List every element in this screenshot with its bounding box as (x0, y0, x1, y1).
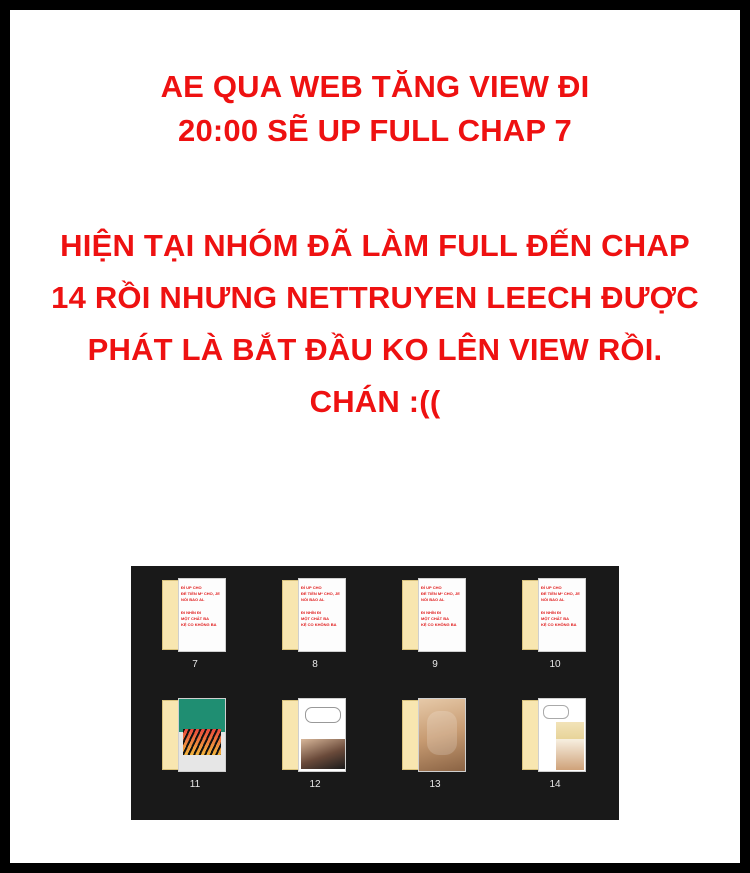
preview-line-2: ĐỂ TIỀN M* CHO, JE (301, 591, 340, 596)
announcement-line-3: HIỆN TẠI NHÓM ĐÃ LÀM FULL ĐẾN CHAP (60, 228, 690, 263)
page-preview (178, 578, 226, 652)
page-preview (538, 578, 586, 652)
preview-line-5: MỘT CHẤT BA (421, 616, 449, 621)
preview-text (181, 585, 223, 628)
file-item[interactable] (255, 574, 375, 694)
announcement-top (10, 10, 740, 153)
file-item[interactable] (135, 694, 255, 814)
announcement-line-5: PHÁT LÀ BẮT ĐẦU KO LÊN VIEW RỒI. (87, 332, 663, 367)
preview-line-1: ĐÍ UP CHO (421, 585, 442, 590)
file-thumbnail[interactable] (162, 578, 228, 652)
panel-artwork (299, 699, 345, 771)
preview-line-6: KỆ CO KHÔNG BA (301, 622, 337, 627)
file-thumbnail[interactable] (522, 578, 588, 652)
file-label: 9 (432, 659, 438, 670)
file-thumbnail[interactable] (162, 698, 228, 772)
page-preview (178, 698, 226, 772)
file-browser-panel (131, 566, 619, 820)
preview-line-4: ĐI NHÍN ĐI (541, 610, 561, 615)
preview-text (421, 585, 463, 628)
preview-line-3: NÓI BAO AL (301, 597, 325, 602)
preview-line-3: NÓI BAO AL (181, 597, 205, 602)
file-thumbnail[interactable] (282, 578, 348, 652)
announcement-body (10, 178, 740, 428)
panel-photo (301, 739, 345, 769)
preview-line-4: ĐI NHÍN ĐI (421, 610, 441, 615)
announcement-line-6: CHÁN :(( (309, 384, 441, 419)
file-label: 12 (309, 779, 321, 790)
announcement-line-1: AE QUA WEB TĂNG VIEW ĐI (160, 69, 590, 104)
cover-artwork (179, 699, 225, 771)
file-thumbnail[interactable] (522, 698, 588, 772)
closeup-artwork (419, 699, 465, 771)
page-preview (418, 698, 466, 772)
file-label: 14 (549, 779, 561, 790)
speech-bubble-icon (543, 705, 569, 719)
page-preview (418, 578, 466, 652)
file-label: 13 (429, 779, 441, 790)
preview-line-1: ĐÍ UP CHO (301, 585, 322, 590)
preview-line-5: MỘT CHẤT BA (541, 616, 569, 621)
file-label: 8 (312, 659, 318, 670)
page-preview (298, 578, 346, 652)
preview-line-4: ĐI NHÍN ĐI (301, 610, 321, 615)
file-label: 10 (549, 659, 561, 670)
page-preview (538, 698, 586, 772)
file-thumbnail[interactable] (402, 578, 468, 652)
preview-line-4: ĐI NHÍN ĐI (181, 610, 201, 615)
preview-line-2: ĐỂ TIỀN M* CHO, JE (541, 591, 580, 596)
file-item[interactable] (375, 574, 495, 694)
preview-text (301, 585, 343, 628)
panel-artwork (539, 699, 585, 771)
file-item[interactable] (375, 694, 495, 814)
preview-text (541, 585, 583, 628)
preview-line-3: NÓI BAO AL (541, 597, 565, 602)
announcement-line-4: 14 RỒI NHƯNG NETTRUYEN LEECH ĐƯỢC (51, 280, 699, 315)
file-item[interactable] (135, 574, 255, 694)
character-figure (556, 722, 584, 770)
file-label: 7 (192, 659, 198, 670)
file-label: 11 (189, 779, 201, 790)
preview-line-1: ĐÍ UP CHO (541, 585, 562, 590)
file-item[interactable] (495, 574, 615, 694)
announcement-sheet (10, 10, 740, 863)
preview-line-2: ĐỂ TIỀN M* CHO, JE (421, 591, 460, 596)
preview-line-6: KỆ CO KHÔNG BA (541, 622, 577, 627)
file-thumbnail-grid (131, 566, 619, 820)
preview-line-3: NÓI BAO AL (421, 597, 445, 602)
file-item[interactable] (255, 694, 375, 814)
file-item[interactable] (495, 694, 615, 814)
preview-line-1: ĐÍ UP CHO (181, 585, 202, 590)
file-thumbnail[interactable] (402, 698, 468, 772)
page-preview (298, 698, 346, 772)
file-thumbnail[interactable] (282, 698, 348, 772)
preview-line-5: MỘT CHẤT BA (181, 616, 209, 621)
announcement-line-2: 20:00 SẼ UP FULL CHAP 7 (178, 113, 572, 148)
speech-bubble-icon (305, 707, 341, 723)
preview-line-6: KỆ CO KHÔNG BA (421, 622, 457, 627)
preview-line-5: MỘT CHẤT BA (301, 616, 329, 621)
preview-line-2: ĐỂ TIỀN M* CHO, JE (181, 591, 220, 596)
preview-line-6: KỆ CO KHÔNG BA (181, 622, 217, 627)
